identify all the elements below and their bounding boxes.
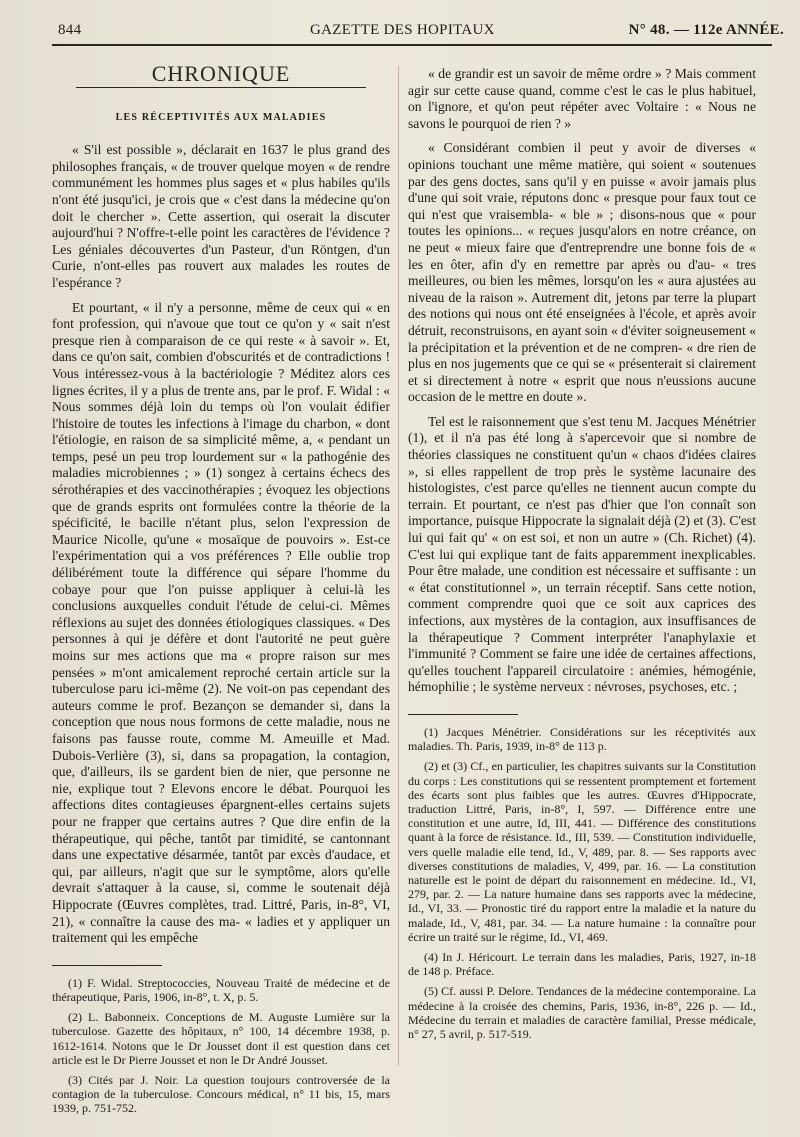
footnote: (2) L. Babonneix. Conceptions de M. Auguste Lumière sur la tuberculose. Gazette des hôpitaux, n° 100, 14 décembre 1938, p. 1612-1614. Notons que le Dr Jousset dont il est question dans cet article est le Dr Pierre Jousset et non le Dr André Jousset. bbox=[52, 1010, 390, 1067]
paragraph: Et pourtant, « il n'y a personne, même de ceux qui « en font profession, qui n'avoue que tout ce qu'on y « sait n'est presque rien à comparaison de ce qui reste « à savoir ». Et, dans ce qu'on sait, combien d'obscurités et de contradictions ! Vous intéressez-vous à la bactériologie ? Méditez alors ces lignes écrites, il y a plus de trente ans, par le prof. F. Widal : « Nous sommes déjà loin du temps où l'on voulait édifier l'histoire de toutes les infections à l'image du charbon, « dont l'étiologie, en raison de sa simplicité même, a, « pendant un temps, pesé un peu trop lourdement sur « la pathogénie des maladies microbiennes ; » (1) songez à certains échecs des sérothérapies et des vaccinothérapies ; évoquez les objections que de grands esprits ont formulées contre la théorie de la spécificité, le bacille n'étant plus, selon l'expression de Maurice Nicolle, qu'une « mosaïque de pouvoirs ». Est-ce l'expérimentation qui a vos préférences ? Elle oublie trop délibérément toute la différence qui sépare l'homme du cobaye pour que l'on puisse appliquer à celui-là les conclusions auxquelles conduit l'étude de celui-ci. Mêmes réflexions au sujet des données étiologiques classiques. « Des personnes à qui je défère et dont l'autorité ne peut guère moins sur mes actions que ma « propre raison sur mes pensées » m'ont amicalement reproché certain article sur la tuberculose paru ici-même (2). Ne voit-on pas cependant des auteurs comme le prof. Bezançon se demander si, dans la conception que nous nous formons de cette maladie, nous ne faisons pas fausse route, comme M. Ameuille et Mad. Dubois-Verlière (3), si, dans sa propagation, la contagion, que, d'ailleurs, ils se gardent bien de nier, que personne ne nie, explique tout ? Elevons encore le débat. Pourquoi les affections dites contagieuses épargnent-elles certains sujets pour ne frapper que certains autres ? Que dire enfin de la thérapeutique, qui pêche, tantôt par timidité, se cantonnant dans une expectative désarmée, tantôt par excès d'audace, et qui, par ailleurs, n'agit que sur le symptôme, alors qu'elle devrait s'attaquer à la cause, si, comme le soutenait déjà Hippocrate (Œuvres complètes, trad. Littré, Paris, in-8°, VI, 21), « connaître la cause des ma- « ladies et y appliquer un traitement qui les empêche bbox=[52, 299, 390, 946]
paragraph: « de grandir est un savoir de même ordre » ? Mais comment agir sur cette cause quand, comme c'est le cas le plus habituel, on l'ignore, et qu'on peut répéter avec Voltaire : « Nous ne savons le pourquoi de rien ? » bbox=[408, 66, 756, 131]
right-footnotes bbox=[408, 725, 756, 1041]
column-divider bbox=[398, 66, 399, 1066]
footnote: (4) In J. Héricourt. Le terrain dans les maladies, Paris, 1927, in-18 de 148 p. Préface. bbox=[408, 950, 756, 979]
footnote: (1) Jacques Ménétrier. Considérations sur les réceptivités aux maladies. Th. Paris, 1939, in-8° de 113 p. bbox=[408, 724, 756, 754]
right-column bbox=[408, 66, 756, 1047]
footnote: (1) F. Widal. Streptococcies, Nouveau Traité de médecine et de thérapeutique, Paris, 1906, in-8°, t. X, p. 5. bbox=[52, 975, 390, 1004]
footnote: (3) Cités par J. Noir. La question toujours controversée de la contagion de la tuberculose. Concours médical, n° 11 bis, 15, mars 1939, p. 751-752. bbox=[52, 1072, 390, 1116]
footnote: (5) Cf. aussi P. Delore. Tendances de la médecine contemporaine. La médecine à la croisée des chemins, Paris, 1936, in-8°, 226 p. — Id., Médecine du terrain et maladies de caractère familial, Presse médicale, n° 27, 5 avril, p. 517-519. bbox=[408, 984, 756, 1042]
left-column bbox=[52, 61, 390, 1122]
page-number: 844 bbox=[58, 22, 82, 38]
article-subtitle: LES RÉCEPTIVITÉS AUX MALADIES bbox=[115, 111, 327, 123]
footnote-rule bbox=[408, 714, 518, 715]
journal-title: GAZETTE DES HOPITAUX bbox=[310, 22, 495, 38]
issue-number: N° 48. — 112e ANNÉE. bbox=[628, 22, 784, 38]
running-header bbox=[58, 22, 784, 44]
left-footnotes bbox=[52, 976, 390, 1116]
footnote-rule bbox=[52, 965, 162, 966]
footnote: (2) et (3) Cf., en particulier, les chapitres suivants sur la Constitution du corps : Les constitutions qui se ressentent promptement et fortement des écarts sont plus faibles que les autres. Œuvres d'Hippocrate, traduction Littré, Paris, in-8°, I, 597. — Différence entre une constitution et une autre, Id, III, 441. — Différence des constitutions quant à la force de résistance. Id., III, 539. — Constitution individuelle, vers quelle maladie elle tend, Id., V, 489, par. 8. — Ses rapports avec diverses constitutions de maladies, V, 499, par. 16. — La constitution naturelle est le point de départ du raisonnement en médecine. Id., VI, 279, par. 2. — La nature humaine dans ses rapports avec la médecine, Id., VI, 33. — Pronostic tiré du rapport entre la maladie et la nature du malade, Id., V, 481, par. 34. — La nature humaine : la connaître pour écrire un traité sur le régime, Id., VI, 469. bbox=[408, 759, 756, 944]
header-rule bbox=[52, 44, 772, 46]
paragraph: « Considérant combien il peut y avoir de diverses « opinions touchant une même matière, qui soient « soutenues par des gens doctes, sans qu'il y en puisse « avoir jamais plus d'une qui soit vraie, réputons donc « presque pour faux tout ce qui n'est que vraisembla- « ble » ; disons-nous que « pour toutes les opinions... « reçues jusqu'alors en notre créance, on ne peut « mieux faire que d'entreprendre une bonne fois de « les en ôter, afin d'y en remettre par après ou d'au- « tres meilleures, ou bien les mêmes, lorsqu'on les « aura ajustées au niveau de la raison ». Autrement dit, jetons par terre la plupart des notions qui nous ont été enseignées à l'école, et après avoir détruit, reconstruisons, en ayant soin « d'éviter soigneusement « la précipitation et la prévention et de ne compren- « dre rien de plus en nos jugements que ce qui se « présenterait si clairement et si directement à notre « esprit que nous n'eussions aucune occasion de le mettre en doute ». bbox=[408, 140, 756, 405]
paragraph: Tel est le raisonnement que s'est tenu M. Jacques Ménétrier (1), et il n'a pas été long à s'apercevoir que si nombre de théories classiques ne constituent qu'un « chaos d'idées claires », si elles rappellent de trop près le système lacunaire des histologistes, c'est parce qu'elles ne tiennent aucun compte du terrain. Et pourtant, ce n'est pas d'hier que l'on connaît son importance, puisque Hippocrate la signalait déjà (2) et (3). C'est lui qui fait qu' « on est soi, et non un autre » (Ch. Richet) (4). C'est lui qui explique tant de faits apparemment inexplicables. Pour être malade, une condition est nécessaire et suffisante : un « état constitutionnel », un terrain réceptif. Sans cette notion, comment comprendre quoi que ce soit aux caprices des infections, aux mystères de la contagion, aux insuffisances de la thérapeutique ? Comment interpréter l'anaphylaxie et l'immunité ? Comment se faire une idée de certaines affections, qu'elles touchent l'appareil circulatoire : anémies, hémogénie, hémophilie ; le système nerveux : névroses, psychoses, etc. ; bbox=[408, 413, 756, 695]
section-title: CHRONIQUE bbox=[151, 61, 291, 86]
paragraph: « S'il est possible », déclarait en 1637 le plus grand des philosophes français, « de trouver quelque moyen « de rendre communément les hommes plus sages et « plus habiles qu'ils n'ont été jusqu'ici, je crois que « c'est dans la médecine qu'on doit le chercher ». Cette assertion, qui oserait la discuter aujourd'hui ? N'offre-t-elle point les caractères de l'évidence ? Les géniales découvertes d'un Pasteur, d'un Röntgen, d'un Curie, n'ont-elles pas rouvert aux malades les routes de l'espérance ? bbox=[52, 142, 390, 290]
title-rule bbox=[76, 87, 366, 88]
